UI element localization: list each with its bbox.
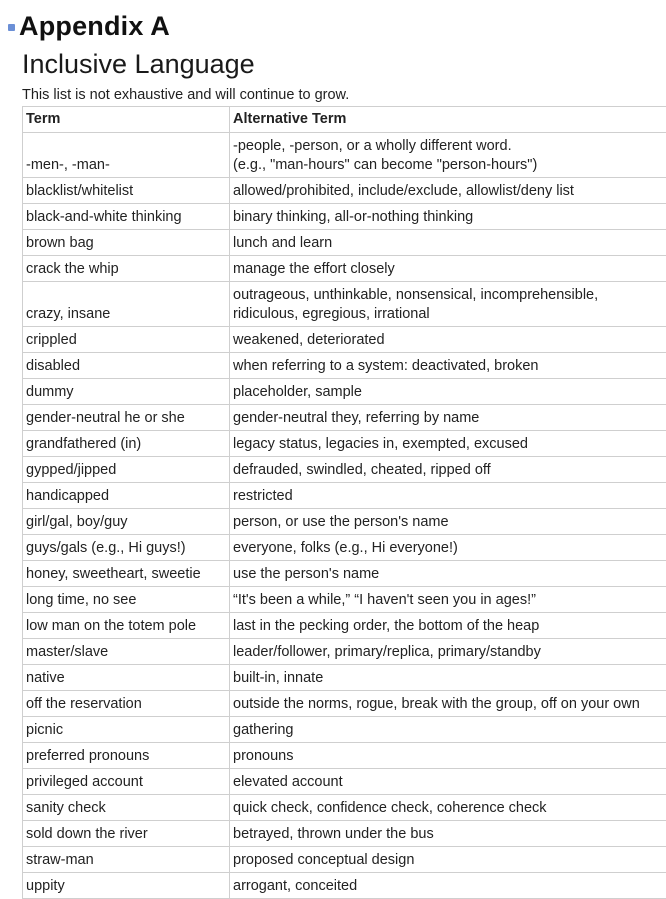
- term-cell: crippled: [23, 327, 230, 353]
- intro-text: This list is not exhaustive and will continue to grow.: [22, 86, 349, 104]
- alternative-term-cell: [230, 405, 666, 431]
- alternative-term-line: allowed/prohibited, include/exclude, allowlist/deny list: [233, 182, 666, 201]
- alternative-term-cell: [230, 795, 666, 821]
- alternative-term-line: pronouns: [233, 747, 666, 766]
- term-cell: black-and-white thinking: [23, 204, 230, 230]
- alternative-term-line: leader/follower, primary/replica, primary/standby: [233, 643, 666, 662]
- term-cell: disabled: [23, 353, 230, 379]
- term-cell: dummy: [23, 379, 230, 405]
- inclusive-language-table: [22, 106, 666, 899]
- term-cell: girl/gal, boy/guy: [23, 509, 230, 535]
- alternative-term-cell: [230, 204, 666, 230]
- bookmark-anchor-icon[interactable]: [8, 24, 15, 31]
- table-row: [23, 230, 666, 256]
- table-row: [23, 327, 666, 353]
- alternative-term-cell: [230, 873, 666, 899]
- alternative-term-cell: [230, 691, 666, 717]
- alternative-term-line: defrauded, swindled, cheated, ripped off: [233, 461, 666, 480]
- table-row: [23, 405, 666, 431]
- table-row: [23, 665, 666, 691]
- table-row: [23, 639, 666, 665]
- appendix-heading: [8, 8, 170, 44]
- term-cell: brown bag: [23, 230, 230, 256]
- term-cell: blacklist/whitelist: [23, 178, 230, 204]
- term-cell: uppity: [23, 873, 230, 899]
- table-row: [23, 717, 666, 743]
- term-cell: sanity check: [23, 795, 230, 821]
- alternative-term-line: binary thinking, all-or-nothing thinking: [233, 208, 666, 227]
- term-cell: crazy, insane: [23, 282, 230, 327]
- term-cell: guys/gals (e.g., Hi guys!): [23, 535, 230, 561]
- alternative-term-line: gender-neutral they, referring by name: [233, 409, 666, 428]
- alternative-term-cell: [230, 769, 666, 795]
- alternative-term-line: -people, -person, or a wholly different word.: [233, 137, 666, 156]
- alternative-term-line: outside the norms, rogue, break with the group, off on your own: [233, 695, 666, 714]
- alternative-term-line: weakened, deteriorated: [233, 331, 666, 350]
- alternative-term-cell: [230, 509, 666, 535]
- alternative-term-cell: [230, 256, 666, 282]
- term-cell: native: [23, 665, 230, 691]
- alternative-term-cell: [230, 535, 666, 561]
- alternative-term-cell: [230, 847, 666, 873]
- table-row: [23, 379, 666, 405]
- alternative-term-line: ridiculous, egregious, irrational: [233, 305, 666, 324]
- alternative-term-line: person, or use the person's name: [233, 513, 666, 532]
- alternative-term-cell: [230, 743, 666, 769]
- term-cell: picnic: [23, 717, 230, 743]
- alternative-term-cell: [230, 639, 666, 665]
- alternative-term-cell: [230, 353, 666, 379]
- term-cell: sold down the river: [23, 821, 230, 847]
- table-row: [23, 483, 666, 509]
- header-term: Term: [23, 107, 230, 133]
- alternative-term-line: built-in, innate: [233, 669, 666, 688]
- alternative-term-line: outrageous, unthinkable, nonsensical, incomprehensible,: [233, 286, 666, 305]
- term-cell: straw-man: [23, 847, 230, 873]
- term-cell: handicapped: [23, 483, 230, 509]
- alternative-term-cell: [230, 561, 666, 587]
- table-row: [23, 204, 666, 230]
- table-row: [23, 178, 666, 204]
- term-cell: privileged account: [23, 769, 230, 795]
- table-row: [23, 795, 666, 821]
- alternative-term-cell: [230, 613, 666, 639]
- alternative-term-line: (e.g., "man-hours" can become "person-hours"): [233, 156, 666, 175]
- alternative-term-line: proposed conceptual design: [233, 851, 666, 870]
- table-row: [23, 535, 666, 561]
- alternative-term-cell: [230, 483, 666, 509]
- alternative-term-line: manage the effort closely: [233, 260, 666, 279]
- alternative-term-line: placeholder, sample: [233, 383, 666, 402]
- term-cell: grandfathered (in): [23, 431, 230, 457]
- table-row: [23, 256, 666, 282]
- appendix-title: Appendix A: [19, 9, 170, 43]
- alternative-term-cell: [230, 282, 666, 327]
- table-row: [23, 691, 666, 717]
- table-row: [23, 282, 666, 327]
- term-cell: low man on the totem pole: [23, 613, 230, 639]
- term-cell: master/slave: [23, 639, 230, 665]
- alternative-term-line: lunch and learn: [233, 234, 666, 253]
- term-cell: preferred pronouns: [23, 743, 230, 769]
- alternative-term-cell: [230, 431, 666, 457]
- term-cell: honey, sweetheart, sweetie: [23, 561, 230, 587]
- alternative-term-line: betrayed, thrown under the bus: [233, 825, 666, 844]
- table-row: [23, 587, 666, 613]
- table-row: [23, 431, 666, 457]
- alternative-term-cell: [230, 587, 666, 613]
- term-cell: crack the whip: [23, 256, 230, 282]
- alternative-term-cell: [230, 457, 666, 483]
- term-cell: off the reservation: [23, 691, 230, 717]
- term-cell: -men-, -man-: [23, 133, 230, 178]
- table-row: [23, 561, 666, 587]
- alternative-term-line: quick check, confidence check, coherence check: [233, 799, 666, 818]
- table-body: [23, 133, 666, 899]
- table-row: [23, 457, 666, 483]
- alternative-term-line: use the person's name: [233, 565, 666, 584]
- alternative-term-line: restricted: [233, 487, 666, 506]
- table-row: [23, 353, 666, 379]
- alternative-term-cell: [230, 178, 666, 204]
- alternative-term-cell: [230, 133, 666, 178]
- alternative-term-line: arrogant, conceited: [233, 877, 666, 896]
- alternative-term-cell: [230, 379, 666, 405]
- alternative-term-cell: [230, 327, 666, 353]
- alternative-term-line: elevated account: [233, 773, 666, 792]
- table-row: [23, 821, 666, 847]
- alternative-term-cell: [230, 230, 666, 256]
- alternative-term-cell: [230, 821, 666, 847]
- term-cell: long time, no see: [23, 587, 230, 613]
- alternative-term-line: everyone, folks (e.g., Hi everyone!): [233, 539, 666, 558]
- alternative-term-line: “It's been a while,” “I haven't seen you in ages!”: [233, 591, 666, 610]
- alternative-term-line: legacy status, legacies in, exempted, excused: [233, 435, 666, 454]
- table-row: [23, 847, 666, 873]
- alternative-term-line: gathering: [233, 721, 666, 740]
- alternative-term-cell: [230, 665, 666, 691]
- table-row: [23, 613, 666, 639]
- header-alternative-term: Alternative Term: [230, 107, 666, 133]
- alternative-term-cell: [230, 717, 666, 743]
- table-row: [23, 873, 666, 899]
- alternative-term-line: last in the pecking order, the bottom of the heap: [233, 617, 666, 636]
- table-row: [23, 743, 666, 769]
- section-title: Inclusive Language: [22, 46, 255, 82]
- term-cell: gender-neutral he or she: [23, 405, 230, 431]
- table-row: [23, 133, 666, 178]
- table-row: [23, 509, 666, 535]
- term-cell: gypped/jipped: [23, 457, 230, 483]
- table-row: [23, 769, 666, 795]
- alternative-term-line: when referring to a system: deactivated, broken: [233, 357, 666, 376]
- table-header-row: [23, 107, 666, 133]
